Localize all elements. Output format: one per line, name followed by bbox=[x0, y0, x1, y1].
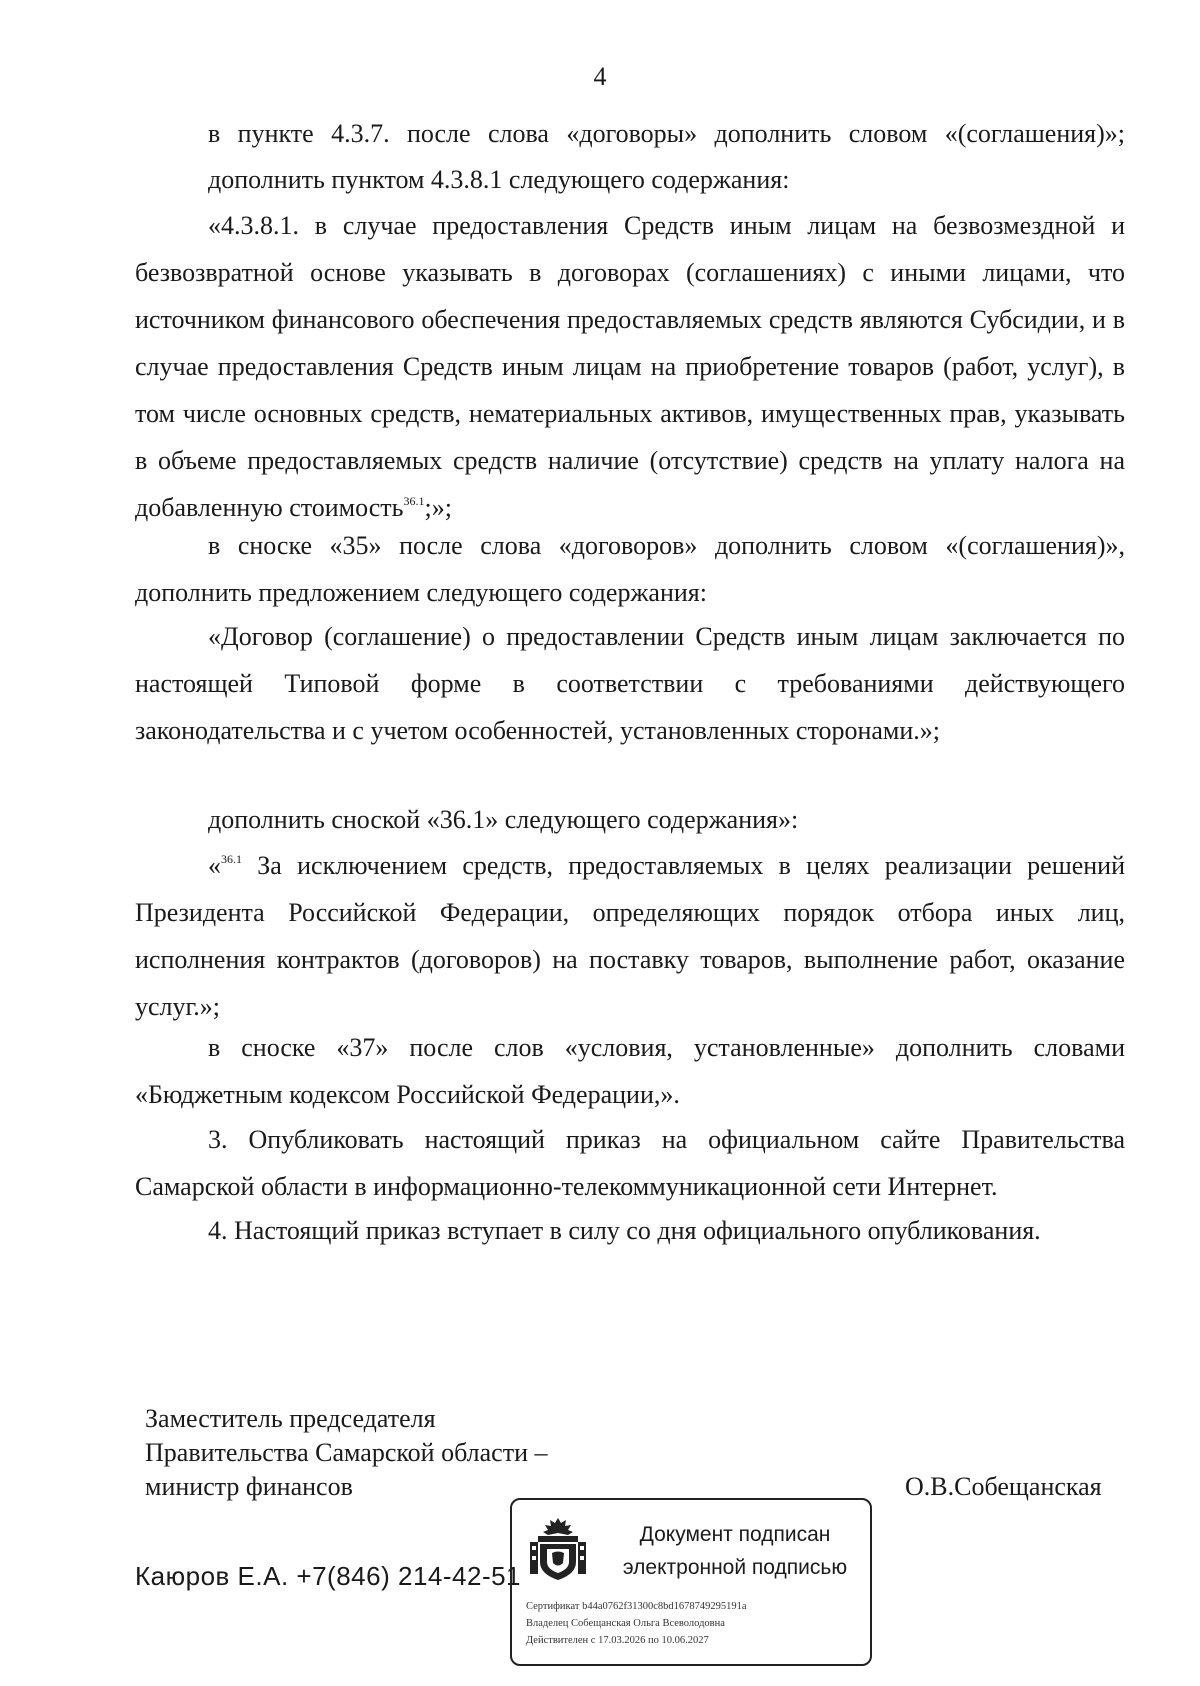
signatory-name: О.В.Собещанская bbox=[905, 1472, 1102, 1501]
footnote-mark-36-1: 36.1 bbox=[221, 852, 242, 866]
paragraph-footnote-36-1-text bbox=[135, 842, 1125, 1030]
performer-contact: Каюров Е.А. +7(846) 214-42-51 bbox=[135, 1561, 522, 1591]
position-line-1: Заместитель председателя bbox=[145, 1404, 436, 1433]
page-number: 4 bbox=[593, 62, 607, 91]
stamp-title-line-1: Документ подписан bbox=[639, 1523, 831, 1546]
paragraph-footnote-35: в сноске «35» после слова «договоров» дополнить словом «(соглашения)», дополнить предложением следующего содержания: bbox=[135, 531, 1125, 607]
signatory-position bbox=[145, 1402, 548, 1504]
paragraph-add-footnote-36-1: дополнить сноской «36.1» следующего содержания»: bbox=[208, 805, 799, 834]
position-line-2: Правительства Самарской области – bbox=[145, 1438, 548, 1467]
footnote-36-1-body: За исключением средств, предоставляемых в целях реализации решений Президента Российской Федерации, определяющих порядок отбора иных лиц, исполнения контрактов (договоров) на поставку товаров, выполнение работ, оказание услуг.»; bbox=[135, 851, 1125, 1021]
paragraph-item-4-3-7: в пункте 4.3.7. после слова «договоры» дополнить словом «(соглашения)»; bbox=[208, 119, 1125, 148]
footnote-open-quote: « bbox=[208, 851, 221, 880]
stamp-certificate: Сертификат b44a0762f31300c8bd1678749295191a bbox=[526, 1601, 747, 1612]
paragraph-4-3-8-1-end: ;»; bbox=[424, 493, 452, 522]
stamp-title-line-2: электронной подписью bbox=[622, 1556, 848, 1579]
samara-coat-of-arms-icon bbox=[528, 1516, 588, 1582]
stamp-owner: Владелец Собещанская Ольга Всеволодовна bbox=[526, 1618, 725, 1629]
stamp-title bbox=[604, 1518, 866, 1584]
electronic-signature-stamp bbox=[510, 1498, 872, 1666]
stamp-validity: Действителен с 17.03.2026 по 10.06.2027 bbox=[526, 1635, 709, 1646]
paragraph-contract-quote: «Договор (соглашение) о предоставлении Средств иным лицам заключается по настоящей Типовой форме в соответствии с требованиями действующего законодательства и с учетом особенностей, установленных сторонами.»; bbox=[135, 622, 1125, 745]
paragraph-add-4-3-8-1: дополнить пунктом 4.3.8.1 следующего содержания: bbox=[208, 165, 790, 194]
paragraph-4-3-8-1-body: «4.3.8.1. в случае предоставления Средств иным лицам на безвозмездной и безвозвратной основе указывать в договорах (соглашениях) с иными лицами, что источником финансового обеспечения предоставляемых средств являются Субсидии, и в случае предоставления Средств иным лицам на приобретение товаров (работ, услуг), в том числе основных средств, нематериальных активов, имущественных прав, указывать в объеме предоставляемых средств наличие (отсутствие) средств на уплату налога на добавленную стоимость bbox=[135, 211, 1125, 522]
position-line-3: министр финансов bbox=[145, 1472, 353, 1501]
stamp-details bbox=[526, 1598, 866, 1649]
footnote-ref-36-1: 36.1 bbox=[403, 494, 425, 508]
paragraph-footnote-37: в сноске «37» после слов «условия, установленные» дополнить словами «Бюджетным кодексом Российской Федерации,». bbox=[135, 1033, 1125, 1109]
paragraph-4-3-8-1-text bbox=[135, 202, 1125, 531]
paragraph-item-4-effective: 4. Настоящий приказ вступает в силу со дня официального опубликования. bbox=[208, 1216, 1041, 1245]
paragraph-item-3-publish: 3. Опубликовать настоящий приказ на официальном сайте Правительства Самарской области в информационно-телекоммуникационной сети Интернет. bbox=[135, 1125, 1125, 1201]
